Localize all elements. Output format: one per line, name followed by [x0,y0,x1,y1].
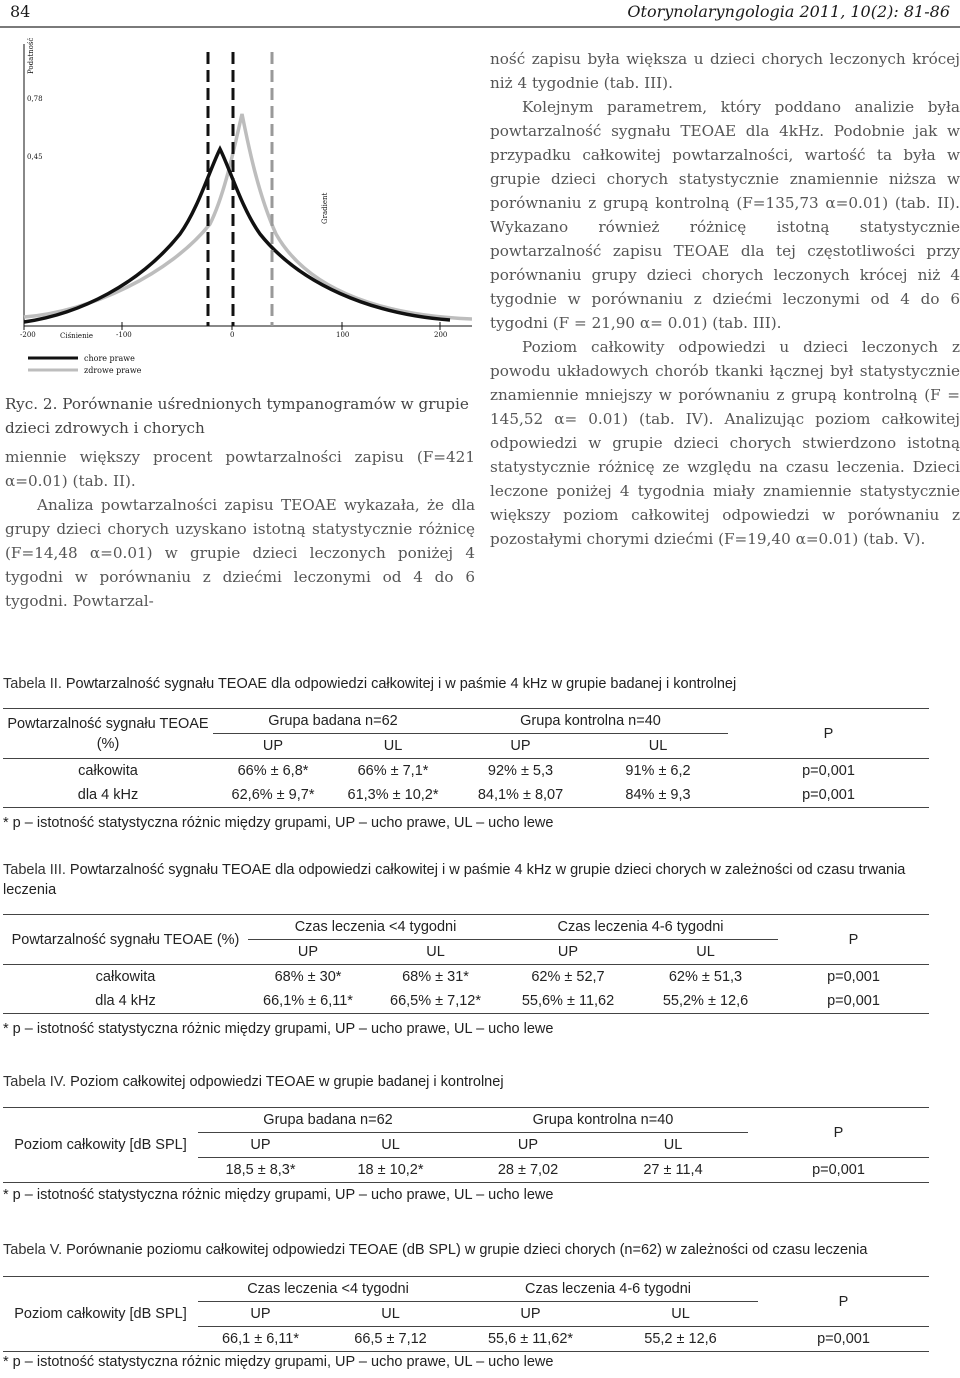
legend-label-diseased: chore prawe [84,354,135,363]
table-cell: p=0,001 [827,969,880,985]
table3-sub-up: UP [297,944,319,960]
table5-group2: Czas leczenia 4-6 tygodni [458,1277,758,1302]
x-tick-label: 100 [336,331,350,339]
table5-row-header: Poziom całkowity [dB SPL] [3,1277,198,1352]
table5-group1: Czas leczenia <4 tygodni [198,1277,458,1302]
table4-sub-up: UP [517,1137,539,1153]
table4-sub-up: UP [250,1137,271,1153]
table-cell: 66,5% ± 7,12* [390,993,481,1009]
table3-sub-ul: UL [426,944,445,960]
table-cell: 18 ± 10,2* [357,1162,424,1178]
paragraph: Analiza powtarzalności zapisu TEOAE wykazała, że dla grupy dzieci chorych uzyskano istotną statystycznie różnicę (F=14,48 α=0.01) w grupie dzieci leczonych poniżej 4 tygodni w porównaniu z dziećmi leczonymi od 4 do 6 tygodni. Powtarzal- [5,496,475,610]
paragraph: Kolejnym parametrem, który poddano analizie była powtarzalność sygnału TEOAE dla 4kHz. Podobnie jak w przypadku całkowitej powtarzalności, wartość ta była w grupie dzieci chorych statystycznie znamiennie niższa w porównaniu z grupą kontrolną (F=135,73 α=0.01) (tab. II). Wykazano również różnicę istotną statystycznie powtarzalność zapisu TEOAE dla tej częstotliwości przy porównaniu grupy dzieci chorych leczonych krócej niż 4 tygodnie w porównaniu z dziećmi leczonymi od 4 do 6 tygodni (F = 21,90 α= 0.01) (tab. III). [490,98,960,332]
table-cell: 84,1% ± 8,07 [477,787,564,803]
table4-row-header: Poziom całkowity [dB SPL] [3,1108,198,1183]
table-row [3,965,929,990]
x-tick-label: -100 [116,331,132,339]
diseased-ear-curve [24,149,450,322]
table-cell: 62% ± 52,7 [531,969,605,985]
table3 [3,914,929,1014]
table3-group1: Czas leczenia <4 tygodni [248,915,503,940]
y-axis-label: Podatność [27,37,35,74]
table-cell: 62,6% ± 9,7* [231,787,315,803]
table-cell: 66% ± 7,1* [357,763,429,779]
table4-caption: Poziom całkowitej odpowiedzi TEOAE w grupie badanej i kontrolnej [66,1074,504,1090]
table-cell: p=0,001 [802,763,855,779]
x-tick-label: 200 [434,331,448,339]
figure-caption: Ryc. 2. Porównanie uśrednionych tympanogramów w grupie dzieci zdrowych i chorych [5,395,469,437]
table-cell: 55,2% ± 12,6 [662,993,749,1009]
paragraph: Poziom całkowity odpowiedzi u dzieci leczonych z powodu układowych chorób tkanki łącznej był statystycznie znamiennie mniejszy w porównaniu z grupą kontrolną (F = 145,52 α= 0.01) (tab. IV). Analizując poziom całkowitej odpowiedzi w grupie dzieci chorych stwierdzono istotną statystycznie różnicę ze względu na czasu leczenia. Dzieci leczone poniżej 4 tygodnia miały znamiennie statystycznie większy poziom całkowitej odpowiedzi w porównaniu z pozostałymi chorymi dziećmi (F=19,40 α=0.01) (tab. V). [490,338,960,548]
table-cell: p=0,001 [827,993,880,1009]
table-cell: p=0,001 [817,1331,870,1347]
table-cell: 28 ± 7,02 [497,1162,559,1178]
table4-group2: Grupa kontrolna n=40 [458,1108,748,1133]
table4-label: Tabela IV. [3,1074,67,1090]
table3-caption: Powtarzalność sygnału TEOAE dla odpowiedzi całkowitej i w paśmie 4 kHz w grupie dzieci chorych w zależności od czasu trwania leczenia [3,862,906,898]
table-cell: 62% ± 51,3 [668,969,743,985]
table5-caption: Porównanie poziomu całkowitej odpowiedzi TEOAE (dB SPL) w grupie dzieci chorych (n=62) w zależności od czasu leczenia [62,1242,868,1258]
x-tick-label: 0 [230,331,235,339]
right-column-text [490,47,960,551]
table2-row-header: Powtarzalność sygnału TEOAE (%) [7,715,209,752]
page-number: 84 [10,2,31,21]
table2-title [3,674,736,694]
table5-title [3,1240,867,1260]
table-cell: 55,6% ± 11,62 [521,993,615,1009]
y-tick-label: 0,45 [27,153,43,161]
table-cell: 92% ± 5,3 [487,763,554,779]
table2-sub-ul: UL [383,738,403,754]
table3-footnote: * p – istotność statystyczna różnic między grupami, UP – ucho prawe, UL – ucho lewe [3,1021,554,1037]
table2-sub-up: UP [262,738,284,754]
table-cell: 55,2 ± 12,6 [644,1331,717,1347]
table4-sub-ul: UL [663,1137,683,1153]
table-cell: 84% ± 9,3 [625,787,691,803]
table3-sub-ul: UL [696,944,715,960]
table4-sub-ul: UL [381,1137,400,1153]
table2-caption: Powtarzalność sygnału TEOAE dla odpowiedzi całkowitej i w paśmie 4 kHz w grupie badanej i kontrolnej [61,676,737,692]
table2-group1: Grupa badana n=62 [213,709,453,734]
table-cell: 66% ± 6,8* [237,763,309,779]
table5-footnote: * p – istotność statystyczna różnic między grupami, UP – ucho prawe, UL – ucho lewe [3,1354,554,1370]
table3-p-header: P [848,931,859,948]
table-row [3,783,929,808]
table3-sub-up: UP [557,944,579,960]
header-divider [0,26,960,28]
table2 [3,708,929,808]
table3-row-header: Powtarzalność sygnału TEOAE (%) [11,931,240,948]
table-cell: 68% ± 31* [402,969,469,985]
table2-sub-up: UP [510,738,531,754]
table-cell: 91% ± 6,2 [625,763,691,779]
table-cell: 18,5 ± 8,3* [225,1162,296,1178]
x-axis-label: Ciśnienie [60,332,93,340]
left-column-text [5,445,475,613]
table-row [3,759,929,784]
table-cell: 27 ± 11,4 [643,1162,703,1178]
table3-row-label: dla 4 kHz [95,993,156,1009]
table-row [3,989,929,1014]
table4-footnote: * p – istotność statystyczna różnic między grupami, UP – ucho prawe, UL – ucho lewe [3,1187,554,1203]
table3-group2: Czas leczenia 4-6 tygodni [503,915,778,940]
table-cell: 66,1% ± 6,11* [263,993,353,1009]
gradient-label: Gradient [321,192,329,224]
table2-row-label: dla 4 kHz [77,787,139,803]
table-cell: 66,5 ± 7,12 [354,1331,427,1347]
table5 [3,1276,929,1352]
x-tick-label: -200 [20,331,36,339]
table5-sub-up: UP [520,1306,541,1322]
table4-p-header: P [833,1124,844,1141]
table2-group2: Grupa kontrolna n=40 [453,709,728,734]
table2-label: Tabela II. [3,676,62,692]
table3-row-label: całkowita [95,969,156,985]
table5-sub-ul: UL [671,1306,690,1322]
table-cell: 66,1 ± 6,11* [221,1331,300,1347]
table2-footnote: * p – istotność statystyczna różnic między grupami, UP – ucho prawe, UL – ucho lewe [3,815,554,831]
y-tick-label: 0,78 [27,95,43,103]
table2-row-label: całkowita [78,763,138,779]
table2-p-header: P [823,725,834,742]
table2-sub-ul: UL [648,738,668,754]
table-cell: 61,3% ± 10,2* [347,787,439,803]
paragraph: miennie większy procent powtarzalności zapisu (F=421 α=0.01) (tab. II). [5,448,475,490]
table5-sub-up: UP [250,1306,271,1322]
legend-label-healthy: zdrowe prawe [84,366,142,375]
table-cell: p=0,001 [812,1162,865,1178]
table4-title [3,1072,504,1092]
table4 [3,1107,929,1183]
table5-sub-ul: UL [381,1306,400,1322]
table5-p-header: P [838,1293,849,1310]
table3-title [3,860,953,900]
paragraph: ność zapisu była większa u dzieci chorych leczonych krócej niż 4 tygodnie (tab. III). [490,50,960,92]
table-cell: 55,6 ± 11,62* [487,1331,574,1347]
journal-citation: Otorynolaryngologia 2011, 10(2): 81-86 [627,2,950,21]
table-cell: 68% ± 30* [274,969,342,985]
tympanogram-figure [20,34,472,384]
table3-label: Tabela III. [3,862,66,878]
table4-group1: Grupa badana n=62 [198,1108,458,1133]
table5-label: Tabela V. [3,1242,63,1258]
table-cell: p=0,001 [802,787,855,803]
